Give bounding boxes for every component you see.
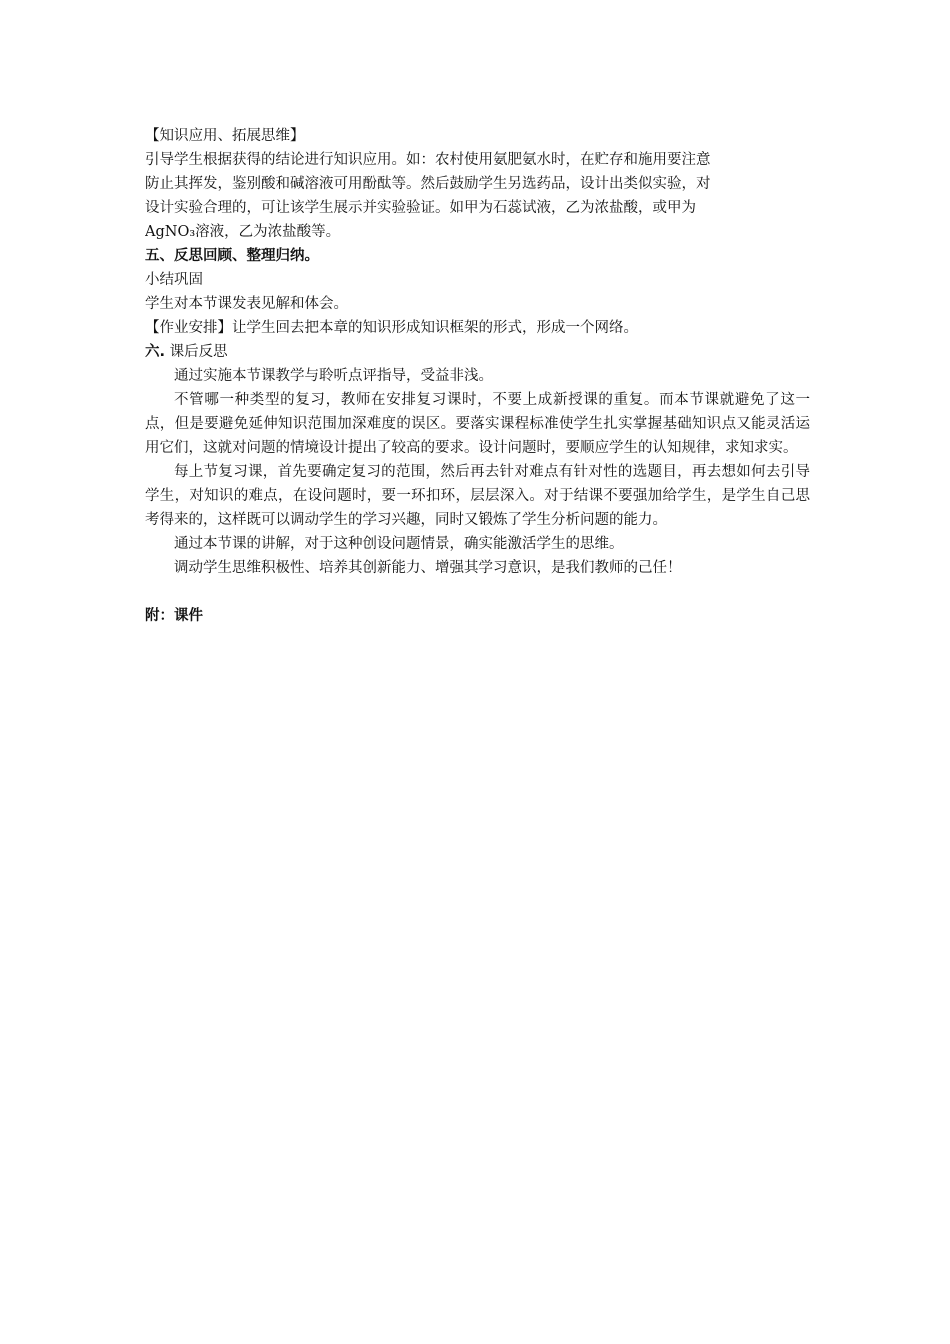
section-6-number: 六. — [145, 344, 166, 360]
section-6-heading — [145, 340, 810, 364]
knowledge-line-1: 引导学生根据获得的结论进行知识应用。如：农村使用氨肥氨水时，在贮存和施用要注意 — [145, 152, 711, 168]
section-5-title: 五、反思回顾、整理归纳。 — [145, 248, 319, 264]
knowledge-line-3: 设计实验合理的，可让该学生展示并实验验证。如甲为石蕊试液，乙为浓盐酸，或甲为 — [145, 200, 696, 216]
knowledge-line-2: 防止其挥发，鉴别酸和碱溶液可用酚酞等。然后鼓励学生另选药品，设计出类似实验，对 — [145, 176, 711, 192]
section-6-title: 课后反思 — [169, 344, 228, 360]
reflection-paragraph-4: 通过本节课的讲解，对于这种创设问题情景，确实能激活学生的思维。 — [174, 536, 624, 552]
student-reflection: 学生对本节课发表见解和体会。 — [145, 296, 348, 312]
reflection-paragraph-1: 通过实施本节课教学与聆听点评指导，受益非浅。 — [174, 368, 493, 384]
reflection-paragraph-5: 调动学生思维积极性、培养其创新能力、增强其学习意识，是我们教师的己任！ — [174, 560, 682, 576]
document-page — [145, 124, 810, 628]
reflection-paragraph-2: 不管哪一种类型的复习，教师在安排复习课时，不要上成新授课的重复。而本节课就避免了这一点，但是要避免延伸知识范围加深难度的误区。要落实课程标准使学生扎实掌握基础知识点又能灵活运用它们，这就对问题的情境设计提出了较高的要求。设计问题时，要顺应学生的认知规律，求知求实。 — [145, 392, 810, 456]
spacer — [145, 580, 810, 604]
knowledge-line-4: AgNO₃溶液，乙为浓盐酸等。 — [145, 224, 341, 240]
homework-line — [145, 316, 810, 340]
knowledge-heading: 【知识应用、拓展思维】 — [145, 128, 305, 144]
reflection-paragraph-3: 每上节复习课，首先要确定复习的范围，然后再去针对难点有针对性的选题目，再去想如何去引导学生，对知识的难点，在设问题时，要一环扣环，层层深入。对于结课不要强加给学生，是学生自己思考得来的，这样既可以调动学生的学习兴趣，同时又锻炼了学生分析问题的能力。 — [145, 464, 810, 528]
homework-text: 让学生回去把本章的知识形成知识框架的形式，形成一个网络。 — [232, 320, 638, 336]
appendix-label: 附：课件 — [145, 608, 203, 624]
homework-label: 【作业安排】 — [145, 320, 232, 336]
summary-label: 小结巩固 — [145, 272, 203, 288]
